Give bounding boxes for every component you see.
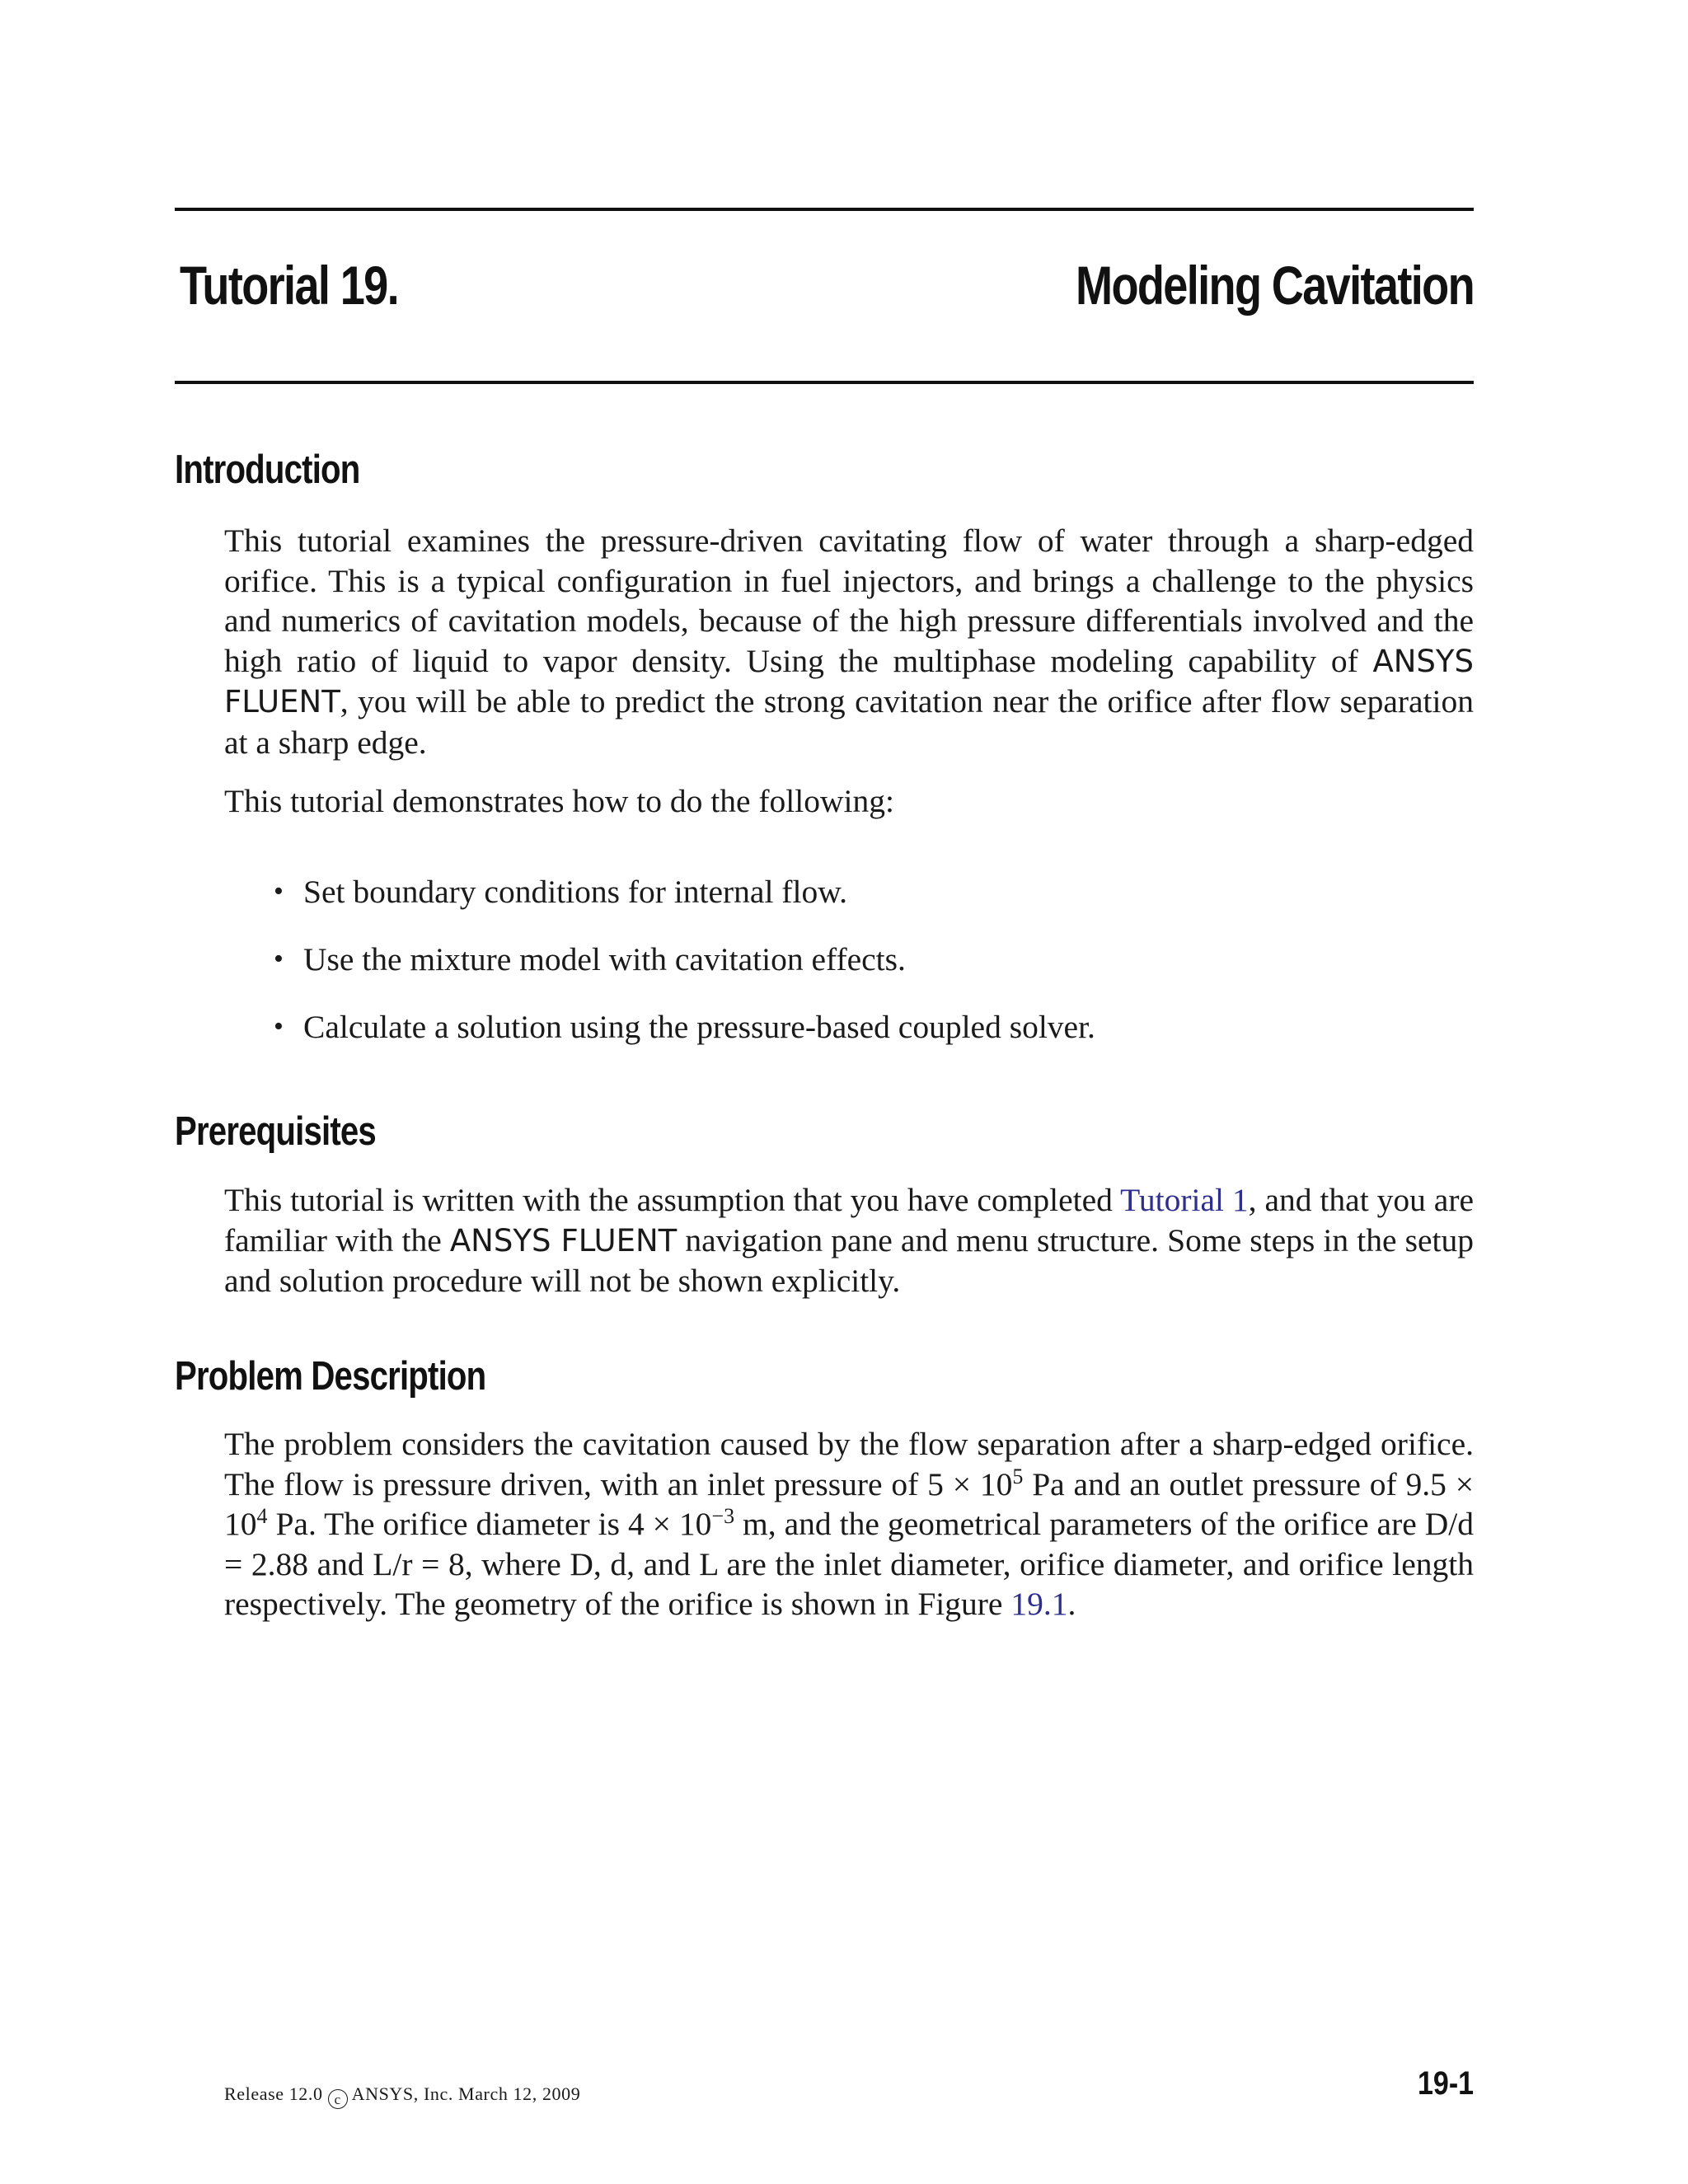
prerequisites-paragraph — [224, 1180, 1474, 1301]
release-text: Release 12.0 — [224, 2083, 328, 2104]
chapter-title-bar — [175, 254, 1474, 336]
tutorial-1-link[interactable]: Tutorial 1 — [1120, 1182, 1249, 1218]
list-item — [224, 872, 1474, 940]
introduction-heading: Introduction — [175, 448, 360, 492]
chapter-title: Modeling Cavitation — [1076, 255, 1474, 316]
introduction-lead-in: This tutorial demonstrates how to do the following: — [224, 783, 894, 819]
problem-text-3: Pa. The orifice diameter is 4 × 10 — [267, 1506, 712, 1542]
exponent: −3 — [711, 1504, 735, 1528]
objectives-list — [224, 872, 1474, 1075]
problem-text-5: . — [1067, 1586, 1076, 1622]
figure-19-1-link[interactable]: 19.1 — [1010, 1586, 1068, 1622]
chapter-label: Tutorial 19. — [180, 255, 399, 316]
product-name: ANSYS FLUENT — [449, 1222, 678, 1258]
problem-text-4: m, and the geometrical parameters of the orifice are D/d = 2.88 and L/r = 8, where D, d, and L are the inlet diameter, orifice diameter, and orifice length respectively. The geometry of the orifice is shown in Figure — [224, 1506, 1474, 1622]
list-item — [224, 940, 1474, 1007]
intro-text-b: , you will be able to predict the strong cavitation near the orifice after flow separation at a sharp edge. — [224, 683, 1474, 761]
prereq-text-c: navigation pane and menu structure. Some steps in the setup and solution procedure will not be shown explicitly. — [224, 1221, 1474, 1299]
list-item — [224, 1007, 1474, 1075]
page-number: 19-1 — [1417, 2065, 1474, 2102]
company-date: ANSYS, Inc. March 12, 2009 — [347, 2083, 581, 2104]
bullet-icon: • — [274, 1011, 284, 1042]
intro-text-a: This tutorial examines the pressure-driven cavitating flow of water through a sharp-edged orifice. This is a typical configuration in fuel injectors, and brings a challenge to the physics and numerics of cavitation models, because of the high pressure differentials involved and the high ratio of liquid to vapor density. Using the multiphase modeling capability of — [224, 523, 1474, 679]
problem-description-heading: Problem Description — [175, 1354, 486, 1399]
prereq-text-a: This tutorial is written with the assumption that you have completed — [224, 1182, 1121, 1218]
header-bottom-rule — [175, 381, 1474, 384]
introduction-paragraph — [224, 521, 1474, 762]
bullet-icon: • — [274, 876, 284, 907]
problem-text-2: Pa and an outlet pressure of 9.5 × 10 — [224, 1465, 1474, 1542]
prerequisites-heading: Prerequisites — [175, 1109, 376, 1154]
exponent: 4 — [256, 1504, 268, 1528]
footer-release-info — [224, 2083, 580, 2109]
list-item-text: Use the mixture model with cavitation effects. — [303, 941, 906, 977]
list-item-text: Set boundary conditions for internal flow. — [303, 874, 848, 910]
bullet-icon: • — [274, 944, 284, 974]
prereq-text-b: , and that you are familiar with the — [224, 1182, 1474, 1258]
problem-description-paragraph — [224, 1424, 1474, 1624]
copyright-icon: c — [328, 2089, 348, 2109]
list-item-text: Calculate a solution using the pressure-based coupled solver. — [303, 1009, 1095, 1045]
header-top-rule — [175, 208, 1474, 211]
product-name: ANSYS FLUENT — [224, 643, 1474, 719]
problem-text-1: The problem considers the cavitation caused by the flow separation after a sharp-edged orifice. The flow is pressure driven, with an inlet pressure of 5 × 10 — [224, 1426, 1474, 1502]
exponent: 5 — [1012, 1464, 1024, 1488]
